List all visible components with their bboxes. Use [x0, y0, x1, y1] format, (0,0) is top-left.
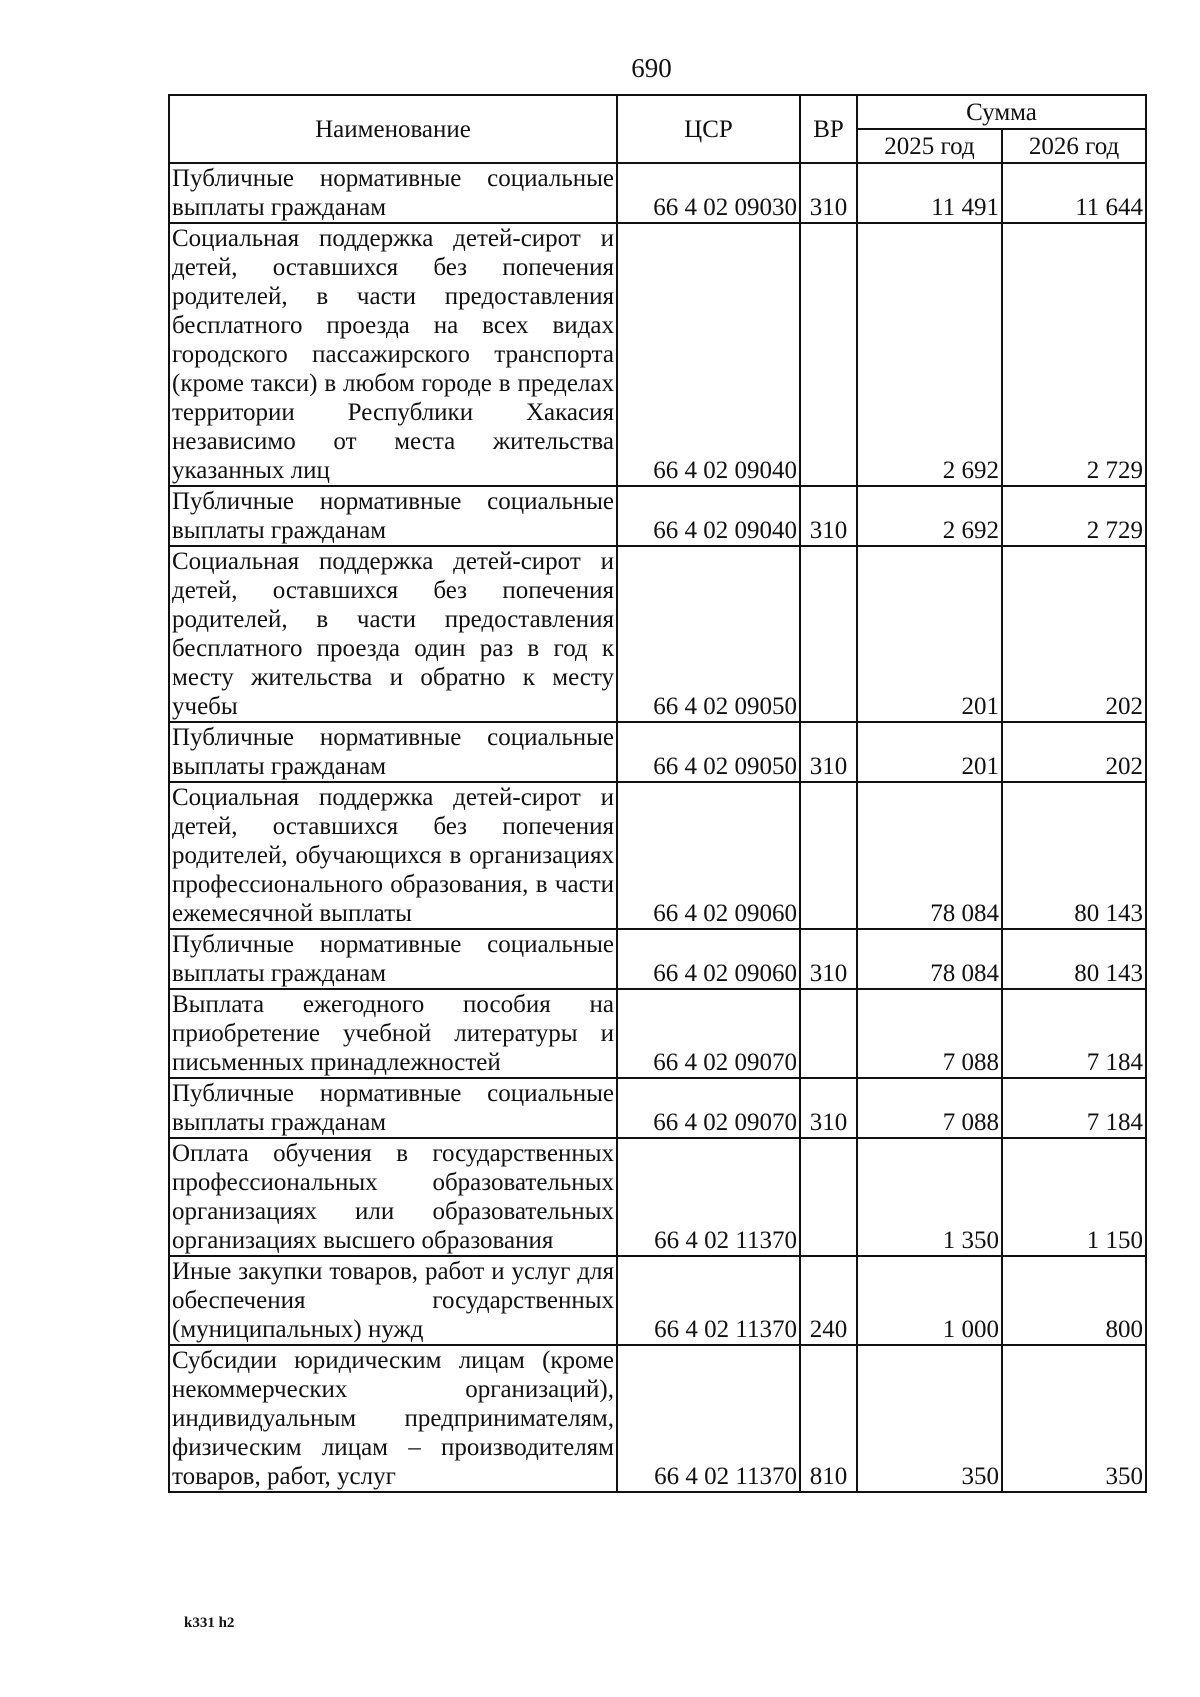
row-csr-cell: 66 4 02 11370: [617, 1256, 800, 1345]
row-vr-cell: [800, 1138, 857, 1256]
row-sum-2026-cell: 350: [1002, 1345, 1146, 1492]
row-vr-cell: [800, 546, 857, 722]
row-sum-2025-cell: 7 088: [857, 989, 1002, 1078]
table-row: [169, 1078, 1146, 1138]
row-sum-2026-cell: 7 184: [1002, 1078, 1146, 1138]
table-row: [169, 782, 1146, 929]
table-row: [169, 486, 1146, 546]
row-csr-cell: 66 4 02 11370: [617, 1138, 800, 1256]
table-row: [169, 1345, 1146, 1492]
header-name: Наименование: [169, 95, 617, 163]
row-csr-cell: 66 4 02 09060: [617, 782, 800, 929]
row-sum-2025-cell: 1 000: [857, 1256, 1002, 1345]
row-csr-cell: 66 4 02 09040: [617, 223, 800, 486]
row-csr-cell: 66 4 02 11370: [617, 1345, 800, 1492]
row-sum-2026-cell: 2 729: [1002, 223, 1146, 486]
row-name-cell: Выплата ежегодного пособия на приобретение учебной литературы и письменных принадлежностей: [169, 989, 617, 1078]
row-name-cell: Иные закупки товаров, работ и услуг для обеспечения государственных (муниципальных) нужд: [169, 1256, 617, 1345]
row-name-cell: Оплата обучения в государственных профессиональных образовательных организациях или образовательных организациях высшего образования: [169, 1138, 617, 1256]
row-sum-2026-cell: 202: [1002, 722, 1146, 782]
row-name-cell: Публичные нормативные социальные выплаты гражданам: [169, 929, 617, 989]
budget-table: [168, 94, 1147, 1493]
row-csr-cell: 66 4 02 09050: [617, 546, 800, 722]
row-name-cell: Социальная поддержка детей-сирот и детей, оставшихся без попечения родителей, обучающихся в организациях профессионального образования, в части ежемесячной выплаты: [169, 782, 617, 929]
row-sum-2026-cell: 11 644: [1002, 163, 1146, 223]
row-name-cell: Публичные нормативные социальные выплаты гражданам: [169, 486, 617, 546]
row-sum-2025-cell: 11 491: [857, 163, 1002, 223]
header-vr: ВР: [800, 95, 857, 163]
row-vr-cell: [800, 989, 857, 1078]
row-vr-cell: 240: [800, 1256, 857, 1345]
row-name-cell: Социальная поддержка детей-сирот и детей, оставшихся без попечения родителей, в части предоставления бесплатного проезда один раз в год к месту жительства и обратно к месту учебы: [169, 546, 617, 722]
row-sum-2025-cell: 78 084: [857, 782, 1002, 929]
row-vr-cell: [800, 782, 857, 929]
table-body: [169, 163, 1146, 1492]
row-sum-2026-cell: 202: [1002, 546, 1146, 722]
footer-code: k331 h2: [184, 1615, 235, 1631]
table-row: [169, 1256, 1146, 1345]
table-row: [169, 223, 1146, 486]
header-year-2025: 2025 год: [857, 129, 1002, 163]
table-row: [169, 163, 1146, 223]
row-sum-2025-cell: 201: [857, 722, 1002, 782]
header-sum: Сумма: [857, 95, 1146, 129]
row-sum-2025-cell: 7 088: [857, 1078, 1002, 1138]
row-vr-cell: 310: [800, 1078, 857, 1138]
row-name-cell: Субсидии юридическим лицам (кроме некоммерческих организаций), индивидуальным предпринимателям, физическим лицам – производителям товаров, работ, услуг: [169, 1345, 617, 1492]
row-name-cell: Социальная поддержка детей-сирот и детей, оставшихся без попечения родителей, в части предоставления бесплатного проезда на всех видах городского пассажирского транспорта (кроме такси) в любом городе в пределах территории Республики Хакасия независимо от места жительства указанных лиц: [169, 223, 617, 486]
row-vr-cell: 310: [800, 722, 857, 782]
table-row: [169, 722, 1146, 782]
row-sum-2026-cell: 7 184: [1002, 989, 1146, 1078]
row-sum-2025-cell: 350: [857, 1345, 1002, 1492]
row-sum-2026-cell: 800: [1002, 1256, 1146, 1345]
row-sum-2025-cell: 201: [857, 546, 1002, 722]
header-year-2026: 2026 год: [1002, 129, 1146, 163]
row-vr-cell: [800, 223, 857, 486]
row-sum-2025-cell: 2 692: [857, 486, 1002, 546]
row-sum-2026-cell: 1 150: [1002, 1138, 1146, 1256]
row-csr-cell: 66 4 02 09070: [617, 989, 800, 1078]
row-name-cell: Публичные нормативные социальные выплаты гражданам: [169, 163, 617, 223]
row-vr-cell: 810: [800, 1345, 857, 1492]
row-vr-cell: 310: [800, 929, 857, 989]
row-sum-2026-cell: 2 729: [1002, 486, 1146, 546]
row-sum-2025-cell: 1 350: [857, 1138, 1002, 1256]
table-row: [169, 1138, 1146, 1256]
row-sum-2025-cell: 2 692: [857, 223, 1002, 486]
row-csr-cell: 66 4 02 09030: [617, 163, 800, 223]
row-csr-cell: 66 4 02 09040: [617, 486, 800, 546]
row-vr-cell: 310: [800, 163, 857, 223]
header-csr: ЦСР: [617, 95, 800, 163]
row-name-cell: Публичные нормативные социальные выплаты гражданам: [169, 1078, 617, 1138]
row-csr-cell: 66 4 02 09070: [617, 1078, 800, 1138]
row-sum-2025-cell: 78 084: [857, 929, 1002, 989]
table-row: [169, 989, 1146, 1078]
row-sum-2026-cell: 80 143: [1002, 782, 1146, 929]
table-row: [169, 929, 1146, 989]
row-name-cell: Публичные нормативные социальные выплаты гражданам: [169, 722, 617, 782]
page-number: 690: [631, 53, 672, 83]
table-header: [169, 95, 1146, 163]
table-row: [169, 546, 1146, 722]
row-vr-cell: 310: [800, 486, 857, 546]
row-csr-cell: 66 4 02 09060: [617, 929, 800, 989]
row-csr-cell: 66 4 02 09050: [617, 722, 800, 782]
row-sum-2026-cell: 80 143: [1002, 929, 1146, 989]
